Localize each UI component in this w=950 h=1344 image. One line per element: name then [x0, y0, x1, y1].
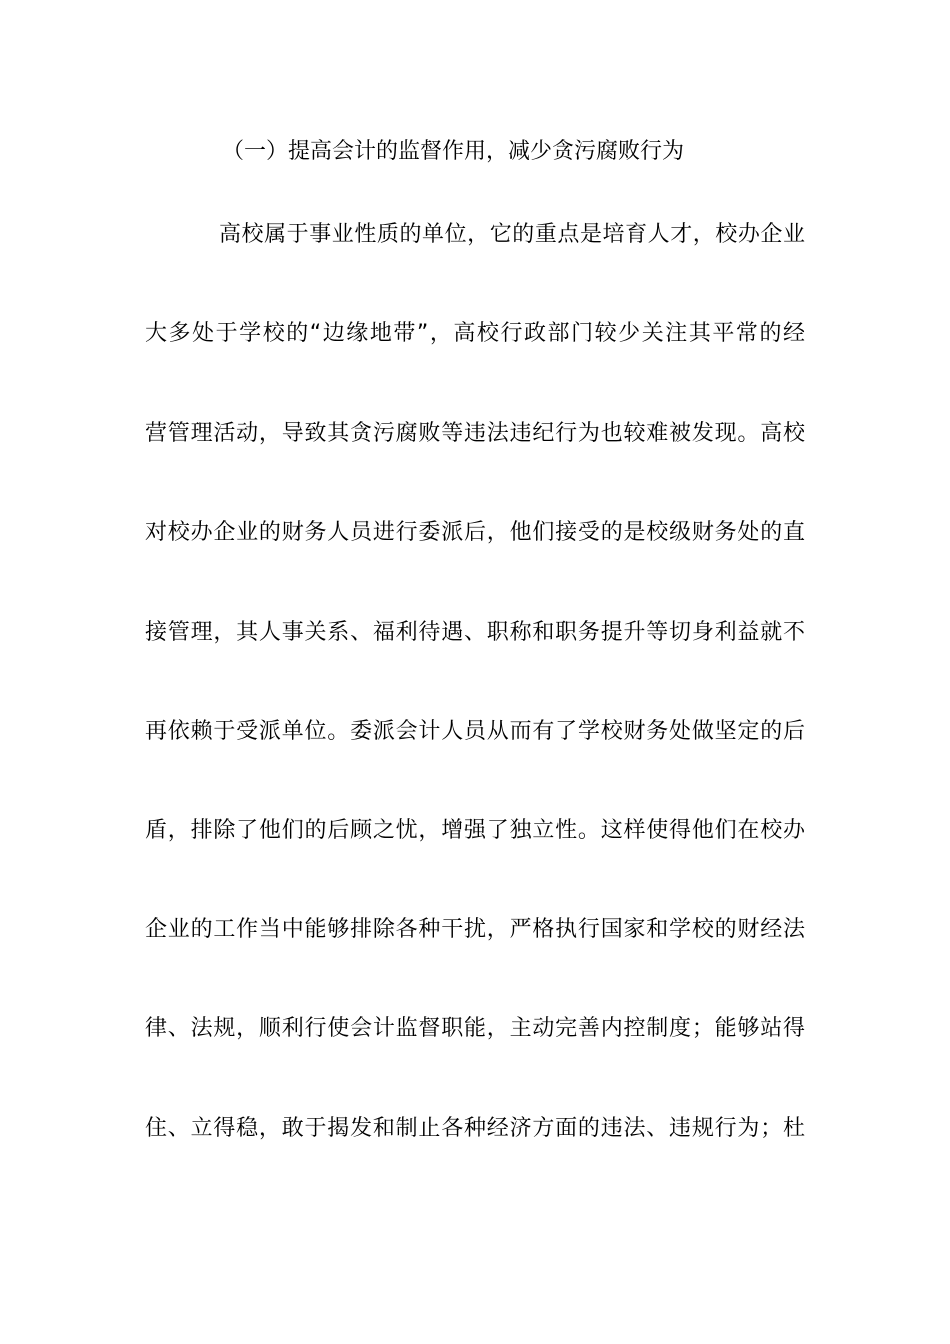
paragraph-line-9: 律、法规，顺利行使会计监督职能，主动完善内控制度；能够站得: [145, 1016, 805, 1041]
paragraph-line-8: 企业的工作当中能够排除各种干扰，严格执行国家和学校的财经法: [145, 917, 805, 942]
section-heading: （一）提高会计的监督作用，减少贪污腐败行为: [222, 139, 685, 164]
paragraph-line-5: 接管理，其人事关系、福利待遇、职称和职务提升等切身利益就不: [145, 620, 805, 645]
paragraph-line-7: 盾，排除了他们的后顾之忧，增强了独立性。这样使得他们在校办: [145, 818, 805, 843]
paragraph-line-2: 大多处于学校的“边缘地带”，高校行政部门较少关注其平常的经: [145, 321, 805, 346]
paragraph-line-6: 再依赖于受派单位。委派会计人员从而有了学校财务处做坚定的后: [145, 719, 805, 744]
paragraph-line-3: 营管理活动，导致其贪污腐败等违法违纪行为也较难被发现。高校: [145, 421, 805, 446]
paragraph-line-4: 对校办企业的财务人员进行委派后，他们接受的是校级财务处的直: [145, 520, 805, 545]
paragraph-line-1: 高校属于事业性质的单位，它的重点是培育人才，校办企业: [219, 222, 805, 247]
paragraph-line-10: 住、立得稳，敢于揭发和制止各种经济方面的违法、违规行为；杜: [145, 1116, 805, 1141]
